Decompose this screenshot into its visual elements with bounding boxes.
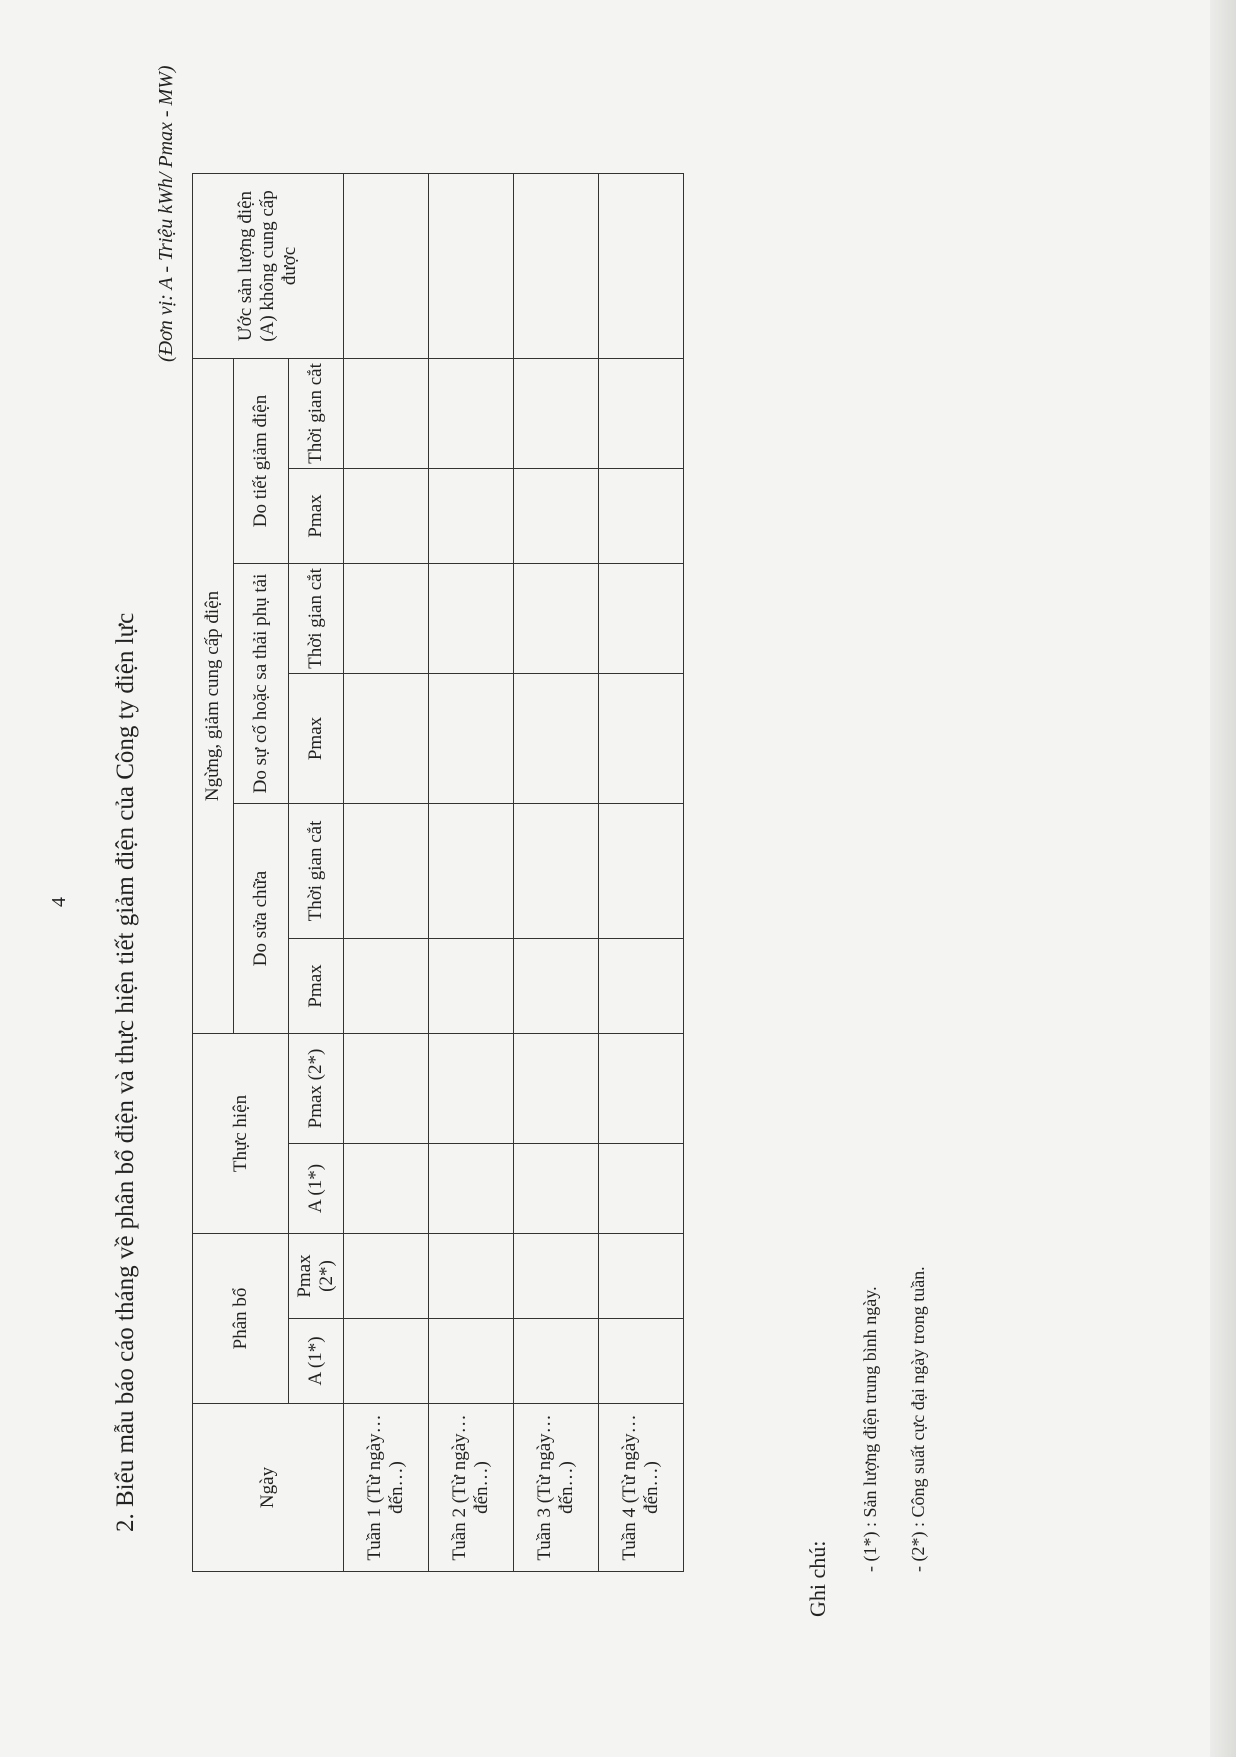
note-item: - (2*) : Công suất cực đại ngày trong tuần.	[908, 1266, 928, 1572]
table-row	[429, 174, 514, 1572]
table-cell	[514, 804, 599, 939]
table-cell	[344, 804, 429, 939]
table-cell	[514, 1144, 599, 1234]
notes-title: Ghi chú:	[805, 1540, 830, 1617]
table-cell	[599, 564, 684, 674]
table-cell	[599, 174, 684, 359]
table-cell	[429, 359, 514, 469]
header-repair: Do sửa chữa	[234, 804, 289, 1034]
week-label: Tuần 1 (Từ ngày…đến…)	[344, 1404, 429, 1572]
table-cell	[599, 359, 684, 469]
table-cell	[429, 1034, 514, 1144]
table-cell	[344, 359, 429, 469]
header-incident: Do sự cố hoặc sa thải phụ tải	[234, 564, 289, 804]
table-cell	[599, 469, 684, 564]
table-cell	[344, 674, 429, 804]
table-cell	[429, 674, 514, 804]
table-cell	[599, 1034, 684, 1144]
table-cell	[514, 359, 599, 469]
table-cell	[429, 469, 514, 564]
header-allocation: Phân bổ	[193, 1234, 289, 1404]
header-saving-time: Thời gian cắt	[289, 359, 344, 469]
table-cell	[514, 939, 599, 1034]
table-cell	[599, 939, 684, 1034]
header-actual-a: A (1*)	[289, 1144, 344, 1234]
table-cell	[514, 564, 599, 674]
form-title: 2. Biểu mẫu báo cáo tháng về phân bổ điện và thực hiện tiết giảm điện của Công ty điện lực	[112, 612, 139, 1532]
note-item: - (1*) : Sản lượng điện trung bình ngày.	[860, 1286, 880, 1572]
table-cell	[429, 564, 514, 674]
header-actual: Thực hiện	[193, 1034, 289, 1234]
header-supply-cut: Ngừng, giảm cung cấp điện	[193, 359, 234, 1034]
table-cell	[514, 174, 599, 359]
header-saving-pmax: Pmax	[289, 469, 344, 564]
header-actual-pmax: Pmax (2*)	[289, 1034, 344, 1144]
table-cell	[344, 469, 429, 564]
header-alloc-pmax: Pmax (2*)	[289, 1234, 344, 1319]
table-cell	[344, 1234, 429, 1319]
table-cell	[514, 1319, 599, 1404]
report-table	[192, 173, 684, 1572]
table-row	[514, 174, 599, 1572]
header-estimate: Ước sản lượng điện (A) không cung cấp được	[193, 174, 344, 359]
table-cell	[344, 174, 429, 359]
page-number: 4	[48, 897, 70, 907]
table-cell	[429, 804, 514, 939]
table-cell	[344, 1319, 429, 1404]
table-row	[599, 174, 684, 1572]
table-row	[344, 174, 429, 1572]
table-cell	[514, 469, 599, 564]
table-cell	[344, 564, 429, 674]
header-day: Ngày	[193, 1404, 344, 1572]
header-incident-pmax: Pmax	[289, 674, 344, 804]
table-cell	[344, 939, 429, 1034]
header-incident-time: Thời gian cắt	[289, 564, 344, 674]
week-label: Tuần 2 (Từ ngày…đến…)	[429, 1404, 514, 1572]
header-alloc-a: A (1*)	[289, 1319, 344, 1404]
table-cell	[429, 1144, 514, 1234]
week-label: Tuần 3 (Từ ngày…đến…)	[514, 1404, 599, 1572]
table-cell	[599, 804, 684, 939]
table-cell	[344, 1144, 429, 1234]
header-repair-pmax: Pmax	[289, 939, 344, 1034]
table-cell	[344, 1034, 429, 1144]
table-cell	[514, 1034, 599, 1144]
table-cell	[514, 1234, 599, 1319]
unit-note: (Đơn vị: A - Triệu kWh/ Pmax - MW)	[155, 65, 177, 362]
header-saving: Do tiết giảm điện	[234, 359, 289, 564]
table-cell	[514, 674, 599, 804]
table-cell	[429, 1319, 514, 1404]
table-cell	[429, 174, 514, 359]
week-label: Tuần 4 (Từ ngày…đến…)	[599, 1404, 684, 1572]
table-cell	[429, 1234, 514, 1319]
table-cell	[599, 1319, 684, 1404]
table-cell	[429, 939, 514, 1034]
table-cell	[599, 674, 684, 804]
table-cell	[599, 1234, 684, 1319]
header-repair-time: Thời gian cắt	[289, 804, 344, 939]
table-cell	[599, 1144, 684, 1234]
